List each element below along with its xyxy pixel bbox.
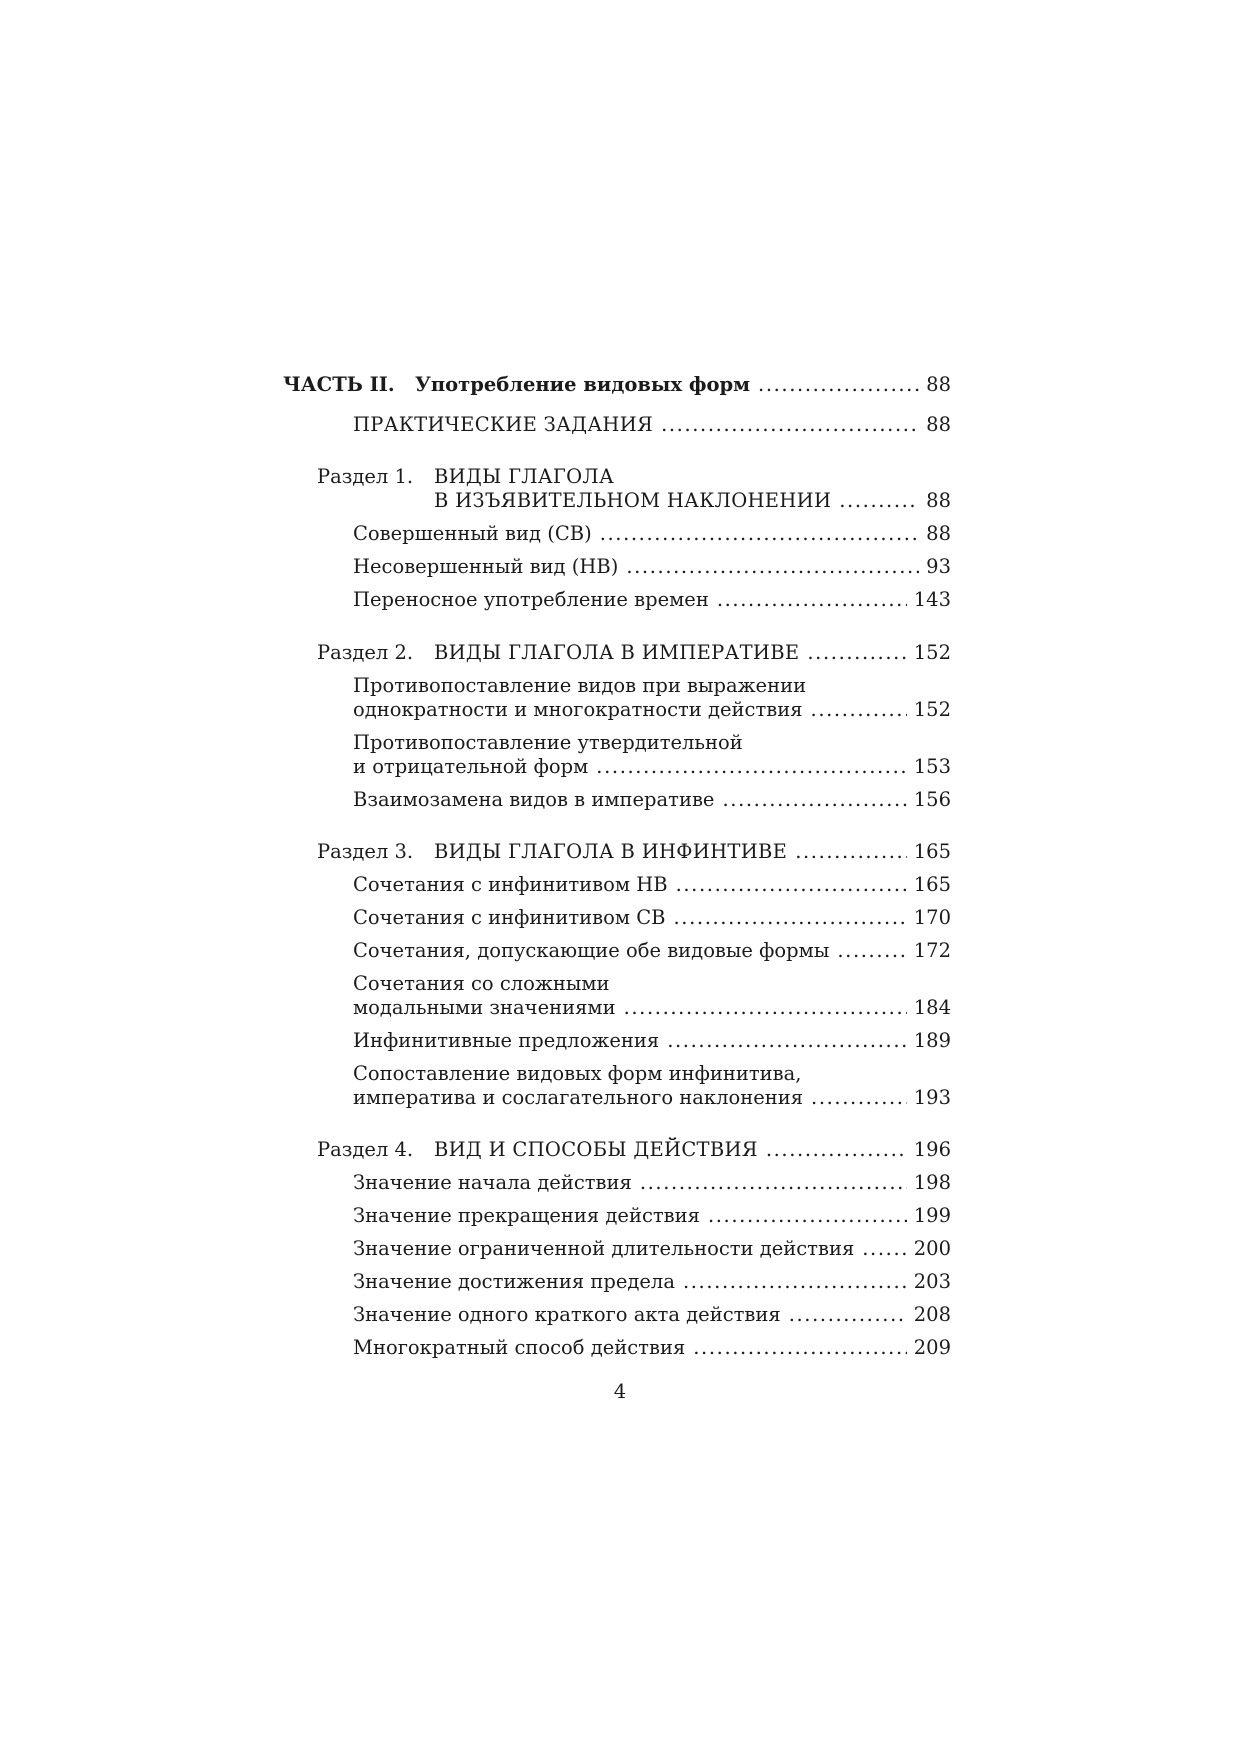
page-ref: 143	[913, 588, 951, 611]
dot-leader	[676, 872, 907, 898]
toc-item[interactable]	[353, 1335, 951, 1361]
page-number: 4	[613, 1380, 627, 1403]
page-ref: 203	[913, 1270, 951, 1293]
item-label: Значение достижения предела	[353, 1270, 675, 1293]
page-ref: 208	[913, 1303, 951, 1326]
toc-practical-entry[interactable]	[353, 412, 951, 438]
dot-leader	[758, 372, 919, 398]
item-label: Сочетания с инфинитивом СВ	[353, 906, 666, 929]
page-ref: 184	[913, 996, 951, 1019]
item-label: Значение прекращения действия	[353, 1204, 700, 1227]
toc-section4-entry[interactable]	[434, 1137, 951, 1163]
toc-item[interactable]	[353, 787, 951, 813]
dot-leader	[717, 587, 907, 613]
item-label-line1: Противопоставление видов при выражении	[353, 674, 807, 697]
toc-item[interactable]	[353, 1203, 951, 1229]
toc-item[interactable]	[353, 1302, 951, 1328]
section1-title-line1: ВИДЫ ГЛАГОЛА	[434, 465, 615, 488]
section1-prefix: Раздел 1.	[317, 465, 414, 488]
item-label-line2: и отрицательной форм	[353, 755, 589, 778]
section1-title-line2: В ИЗЪЯВИТЕЛЬНОМ НАКЛОНЕНИИ	[434, 489, 832, 512]
part-label: ЧАСТЬ II. Употребление видовых форм	[283, 373, 751, 396]
page-ref: 165	[913, 840, 951, 863]
item-label: Сочетания с инфинитивом НВ	[353, 873, 668, 896]
dot-leader	[693, 1335, 907, 1361]
toc-item[interactable]	[353, 905, 951, 931]
page-ref: 199	[913, 1204, 951, 1227]
page-ref: 198	[913, 1171, 951, 1194]
dot-leader	[766, 1137, 907, 1163]
section3-title: ВИДЫ ГЛАГОЛА В ИНФИНТИВЕ	[434, 840, 788, 863]
toc-item[interactable]	[353, 754, 951, 780]
section4-title: ВИД И СПОСОБЫ ДЕЙСТВИЯ	[434, 1138, 758, 1161]
page-ref: 209	[913, 1336, 951, 1359]
item-label: Несовершенный вид (НВ)	[353, 555, 619, 578]
item-label: Значение начала действия	[353, 1171, 632, 1194]
dot-leader	[640, 1170, 907, 1196]
page-ref: 88	[926, 522, 951, 545]
toc-item[interactable]	[353, 521, 951, 547]
toc-section3-entry[interactable]	[434, 839, 951, 865]
page-ref: 196	[913, 1138, 951, 1161]
dot-leader	[811, 697, 907, 723]
item-label-line1: Противопоставление утвердительной	[353, 731, 743, 754]
section4-prefix: Раздел 4.	[317, 1138, 414, 1161]
item-label-line2: однократности и многократности действия	[353, 698, 803, 721]
item-label-line1: Сочетания со сложными	[353, 972, 610, 995]
toc-item[interactable]	[353, 697, 951, 723]
dot-leader	[674, 905, 907, 931]
page-ref: 93	[926, 555, 951, 578]
page-ref: 165	[913, 873, 951, 896]
page-ref: 170	[913, 906, 951, 929]
dot-leader	[667, 1028, 907, 1054]
section2-prefix: Раздел 2.	[317, 641, 414, 664]
dot-leader	[862, 1236, 907, 1262]
page-ref: 88	[926, 373, 951, 396]
item-label: Значение одного краткого акта действия	[353, 1303, 781, 1326]
item-label: Переносное употребление времен	[353, 588, 709, 611]
page-ref: 193	[913, 1086, 951, 1109]
toc-item[interactable]	[353, 995, 951, 1021]
toc-section1-entry[interactable]	[434, 488, 951, 514]
dot-leader	[795, 839, 907, 865]
item-label-line1: Сопоставление видовых форм инфинитива,	[353, 1062, 802, 1085]
dot-leader	[661, 412, 919, 438]
toc-item[interactable]	[353, 1236, 951, 1262]
dot-leader	[624, 995, 907, 1021]
dot-leader	[811, 1085, 907, 1111]
toc-item[interactable]	[353, 938, 951, 964]
page-ref: 152	[913, 698, 951, 721]
item-label: Инфинитивные предложения	[353, 1029, 660, 1052]
page-ref: 172	[913, 939, 951, 962]
item-label: Сочетания, допускающие обе видовые формы	[353, 939, 830, 962]
page-ref: 88	[926, 489, 951, 512]
section2-title: ВИДЫ ГЛАГОЛА В ИМПЕРАТИВЕ	[434, 641, 800, 664]
item-label-line2: модальными значениями	[353, 996, 616, 1019]
dot-leader	[722, 787, 906, 813]
toc-item[interactable]	[353, 554, 951, 580]
page-ref: 189	[913, 1029, 951, 1052]
toc-item[interactable]	[353, 1170, 951, 1196]
practical-title: ПРАКТИЧЕСКИЕ ЗАДАНИЯ	[353, 413, 654, 436]
dot-leader	[708, 1203, 907, 1229]
page-ref: 200	[913, 1237, 951, 1260]
item-label: Взаимозамена видов в императиве	[353, 788, 715, 811]
dot-leader	[683, 1269, 907, 1295]
item-label-line2: императива и сослагательного наклонения	[353, 1086, 804, 1109]
dot-leader	[626, 554, 919, 580]
dot-leader	[600, 521, 919, 547]
toc-item[interactable]	[353, 1085, 951, 1111]
toc-part-entry[interactable]	[283, 372, 951, 398]
toc-item[interactable]	[353, 587, 951, 613]
page-ref: 152	[913, 641, 951, 664]
page-ref: 88	[926, 413, 951, 436]
toc-item[interactable]	[353, 1028, 951, 1054]
toc-item[interactable]	[353, 872, 951, 898]
dot-leader	[807, 640, 906, 666]
item-label: Совершенный вид (СВ)	[353, 522, 592, 545]
page-ref: 153	[913, 755, 951, 778]
item-label: Многократный способ действия	[353, 1336, 686, 1359]
toc-section2-entry[interactable]	[434, 640, 951, 666]
item-label: Значение ограниченной длительности действия	[353, 1237, 855, 1260]
toc-item[interactable]	[353, 1269, 951, 1295]
dot-leader	[837, 938, 906, 964]
dot-leader	[839, 488, 919, 514]
section3-prefix: Раздел 3.	[317, 840, 414, 863]
page-ref: 156	[913, 788, 951, 811]
dot-leader	[596, 754, 906, 780]
dot-leader	[789, 1302, 907, 1328]
